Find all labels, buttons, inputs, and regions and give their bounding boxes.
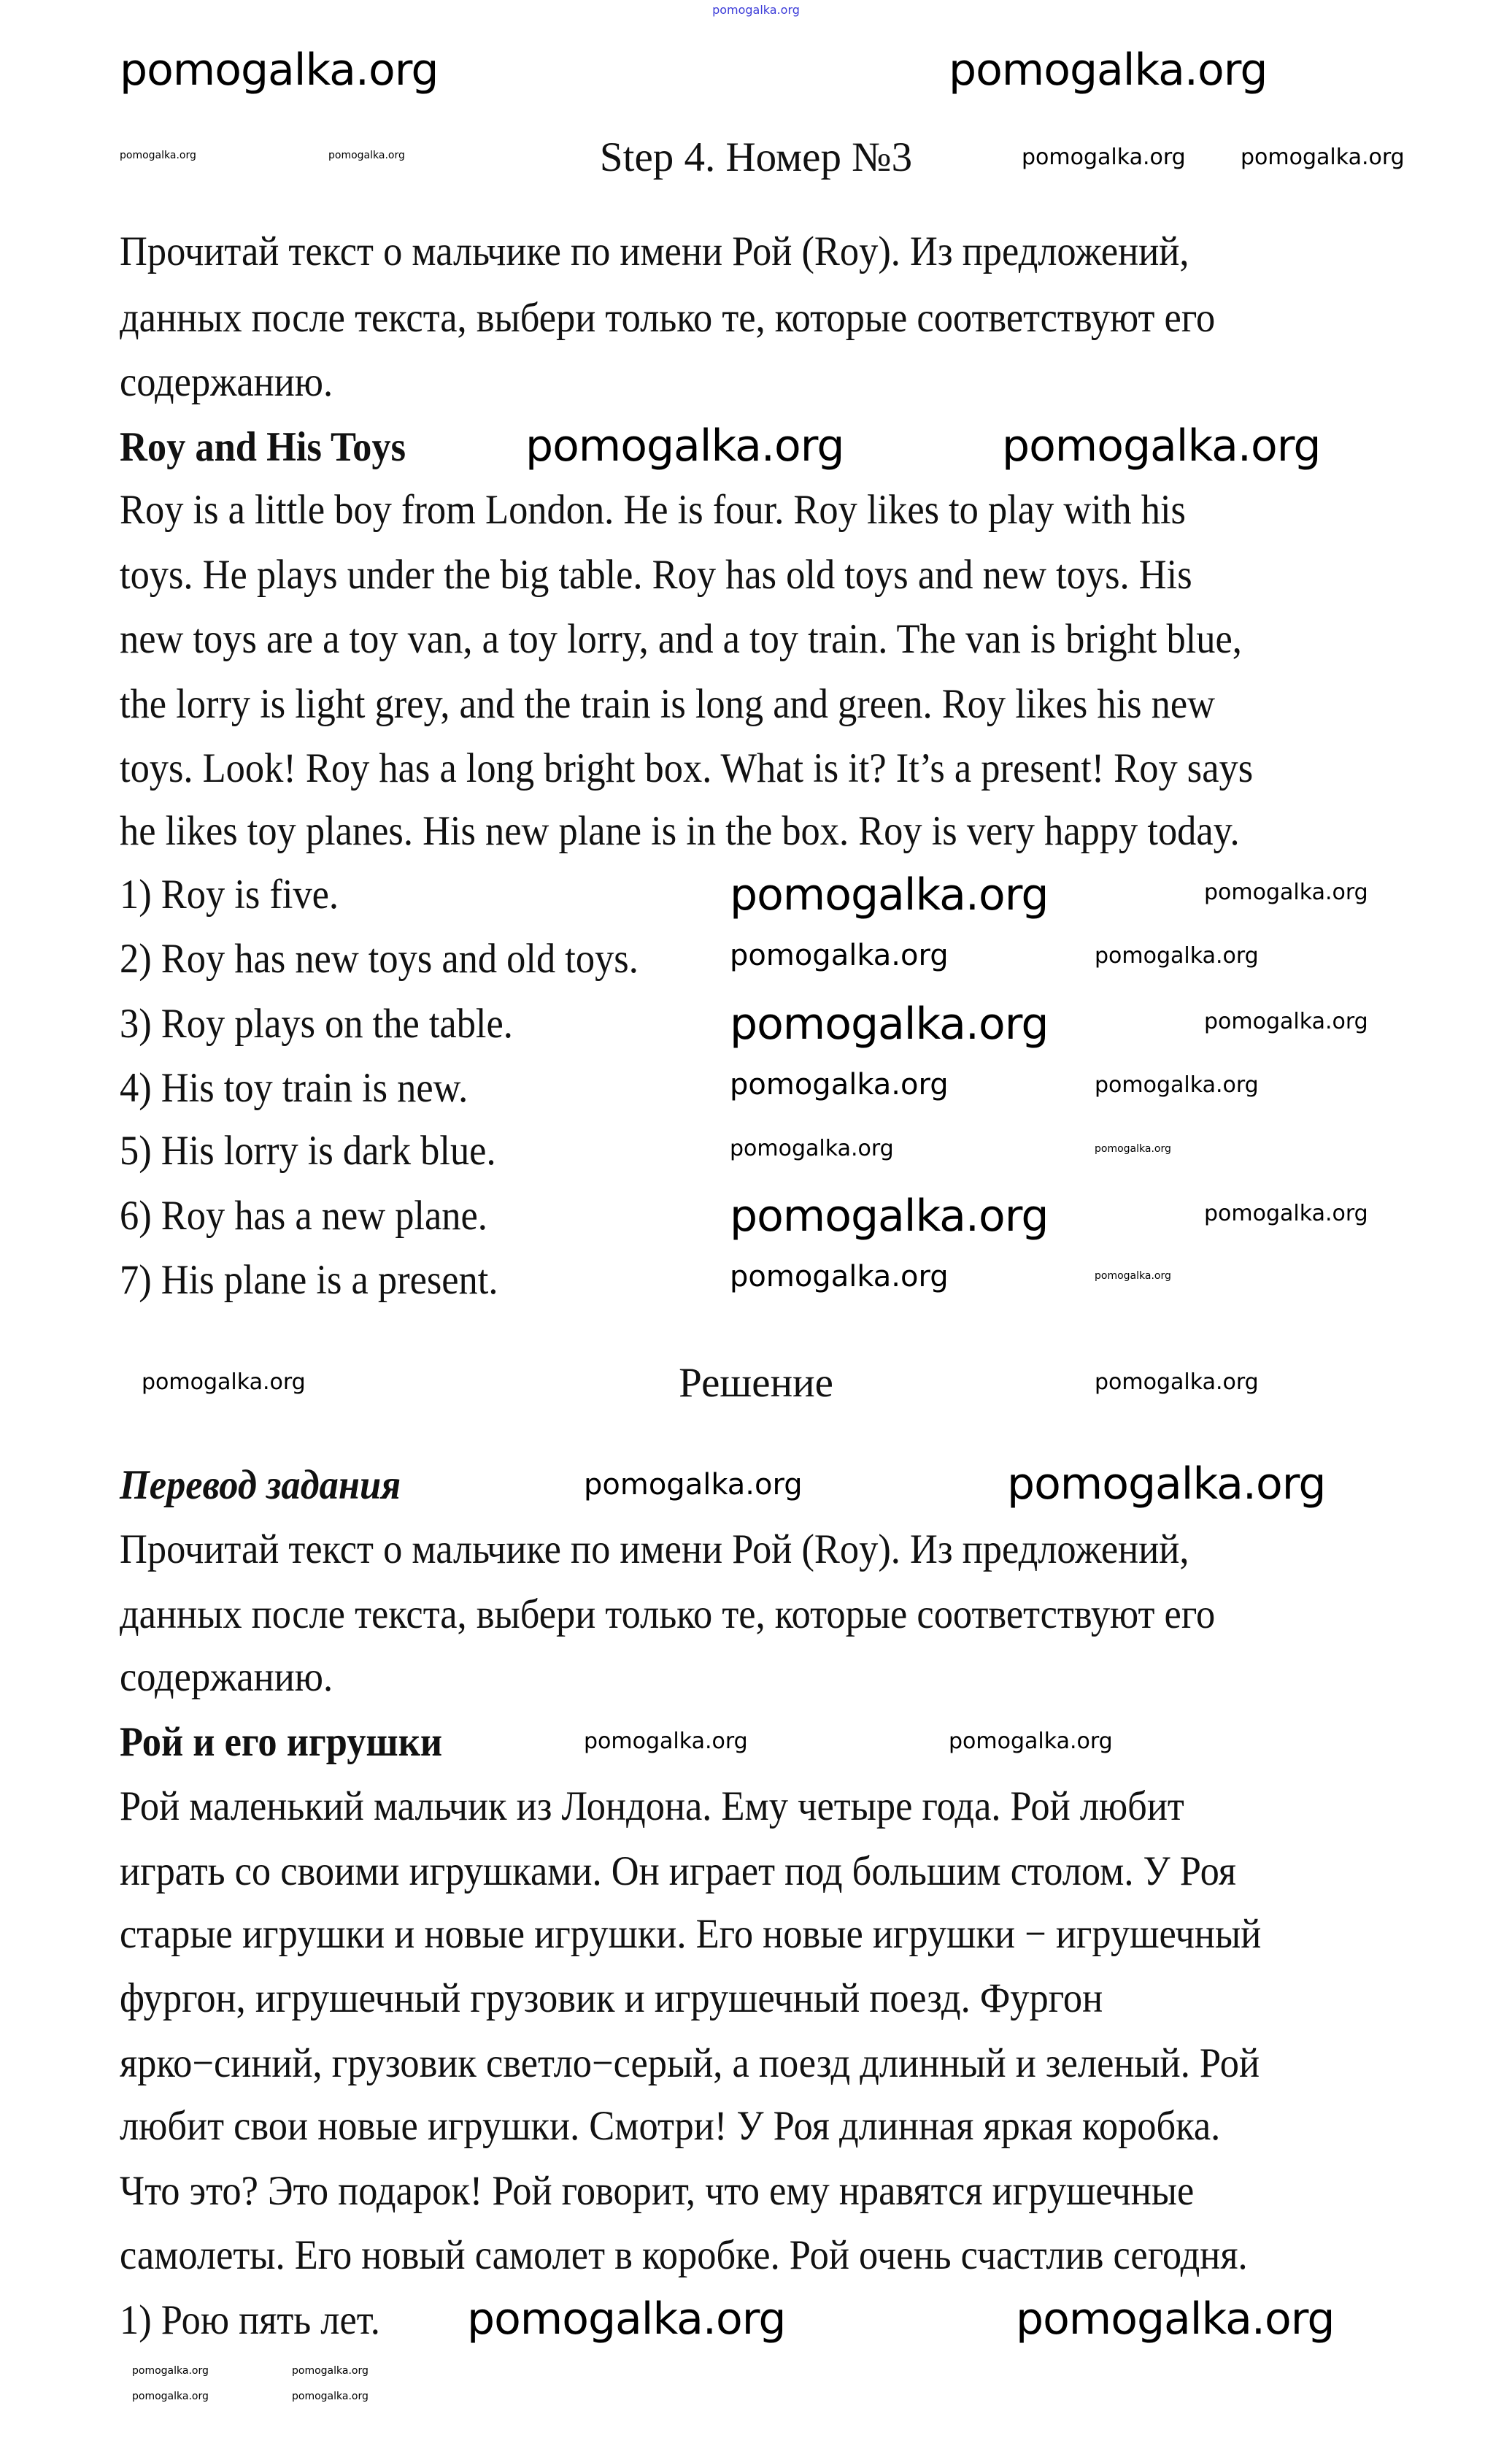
watermark: pomogalka.org xyxy=(949,1729,1113,1754)
watermark: pomogalka.org xyxy=(1095,1369,1259,1395)
watermark: pomogalka.org xyxy=(730,1191,1049,1242)
watermark: pomogalka.org xyxy=(142,1369,306,1395)
story-line: he likes toy planes. His new plane is in the box. Roy is very happy today. xyxy=(120,808,1240,854)
watermark: pomogalka.org xyxy=(1007,1458,1326,1510)
watermark: pomogalka.org xyxy=(1016,2294,1335,2345)
watermark: pomogalka.org xyxy=(1095,1072,1259,1098)
watermark: pomogalka.org xyxy=(467,2294,786,2345)
watermark: pomogalka.org xyxy=(949,45,1268,96)
story-title: Roy and His Toys xyxy=(120,424,406,470)
watermark: pomogalka.org xyxy=(292,2365,369,2377)
story-line: new toys are a toy van, a toy lorry, and a toy train. The van is bright blue, xyxy=(120,616,1242,662)
watermark: pomogalka.org xyxy=(292,2391,369,2402)
watermark: pomogalka.org xyxy=(1095,943,1259,969)
watermark: pomogalka.org xyxy=(1095,1270,1171,1282)
watermark: pomogalka.org xyxy=(1204,1009,1368,1034)
watermark: pomogalka.org xyxy=(1241,145,1405,170)
statement: 2) Roy has new toys and old toys. xyxy=(120,936,639,982)
task-line: Прочитай текст о мальчике по имени Рой (Roy). Из предложений, xyxy=(120,228,1189,274)
solution-heading: Решение xyxy=(679,1360,833,1406)
watermark: pomogalka.org xyxy=(120,150,196,161)
translation-task-line: содержанию. xyxy=(120,1654,333,1700)
statement: 3) Roy plays on the table. xyxy=(120,1001,513,1047)
translation-story-line: самолеты. Его новый самолет в коробке. Рой очень счастлив сегодня. xyxy=(120,2232,1248,2278)
translation-story-title: Рой и его игрушки xyxy=(120,1719,443,1765)
story-line: Roy is a little boy from London. He is four. Roy likes to play with his xyxy=(120,487,1186,533)
watermark: pomogalka.org xyxy=(525,420,844,472)
translation-story-line: старые игрушки и новые игрушки. Его новые игрушки − игрушечный xyxy=(120,1911,1262,1957)
translation-story-line: играть со своими игрушками. Он играет под большим столом. У Роя xyxy=(120,1848,1236,1894)
translation-heading: Перевод задания xyxy=(120,1462,401,1508)
watermark: pomogalka.org xyxy=(1204,1201,1368,1226)
page-title: Step 4. Номер №3 xyxy=(599,134,913,180)
story-line: the lorry is light grey, and the train is long and green. Roy likes his new xyxy=(120,681,1216,727)
statement: 4) His toy train is new. xyxy=(120,1065,468,1111)
translation-story-line: Рой маленький мальчик из Лондона. Ему четыре года. Рой любит xyxy=(120,1783,1184,1829)
top-watermark[interactable]: pomogalka.org xyxy=(712,3,800,17)
task-line: содержанию. xyxy=(120,359,333,405)
statement: 7) His plane is a present. xyxy=(120,1257,498,1303)
watermark: pomogalka.org xyxy=(584,1468,803,1502)
translation-statement: 1) Рою пять лет. xyxy=(120,2297,380,2343)
watermark: pomogalka.org xyxy=(1204,880,1368,905)
watermark: pomogalka.org xyxy=(730,1068,949,1102)
translation-task-line: Прочитай текст о мальчике по имени Рой (Roy). Из предложений, xyxy=(120,1526,1189,1572)
translation-story-line: ярко−синий, грузовик светло−серый, а поезд длинный и зеленый. Рой xyxy=(120,2040,1260,2086)
watermark: pomogalka.org xyxy=(132,2391,209,2402)
statement: 1) Roy is five. xyxy=(120,872,339,918)
watermark: pomogalka.org xyxy=(584,1729,748,1754)
watermark: pomogalka.org xyxy=(730,939,949,972)
story-line: toys. Look! Roy has a long bright box. What is it? It’s a present! Roy says xyxy=(120,745,1254,791)
translation-story-line: любит свои новые игрушки. Смотри! У Роя длинная яркая коробка. xyxy=(120,2103,1221,2149)
watermark: pomogalka.org xyxy=(120,45,439,96)
watermark: pomogalka.org xyxy=(328,150,405,161)
watermark: pomogalka.org xyxy=(1002,420,1321,472)
watermark: pomogalka.org xyxy=(730,1260,949,1293)
watermark: pomogalka.org xyxy=(1022,145,1186,170)
task-line: данных после текста, выбери только те, которые соответствуют его xyxy=(120,295,1216,341)
watermark: pomogalka.org xyxy=(730,1136,894,1161)
statement: 6) Roy has a new plane. xyxy=(120,1193,487,1239)
watermark: pomogalka.org xyxy=(1095,1143,1171,1155)
watermark: pomogalka.org xyxy=(730,999,1049,1050)
watermark: pomogalka.org xyxy=(132,2365,209,2377)
statement: 5) His lorry is dark blue. xyxy=(120,1128,496,1174)
translation-task-line: данных после текста, выбери только те, которые соответствуют его xyxy=(120,1591,1216,1637)
translation-story-line: фургон, игрушечный грузовик и игрушечный поезд. Фургон xyxy=(120,1975,1103,2021)
story-line: toys. He plays under the big table. Roy has old toys and new toys. His xyxy=(120,552,1192,598)
translation-story-line: Что это? Это подарок! Рой говорит, что ему нравятся игрушечные xyxy=(120,2168,1195,2214)
watermark: pomogalka.org xyxy=(730,869,1049,920)
